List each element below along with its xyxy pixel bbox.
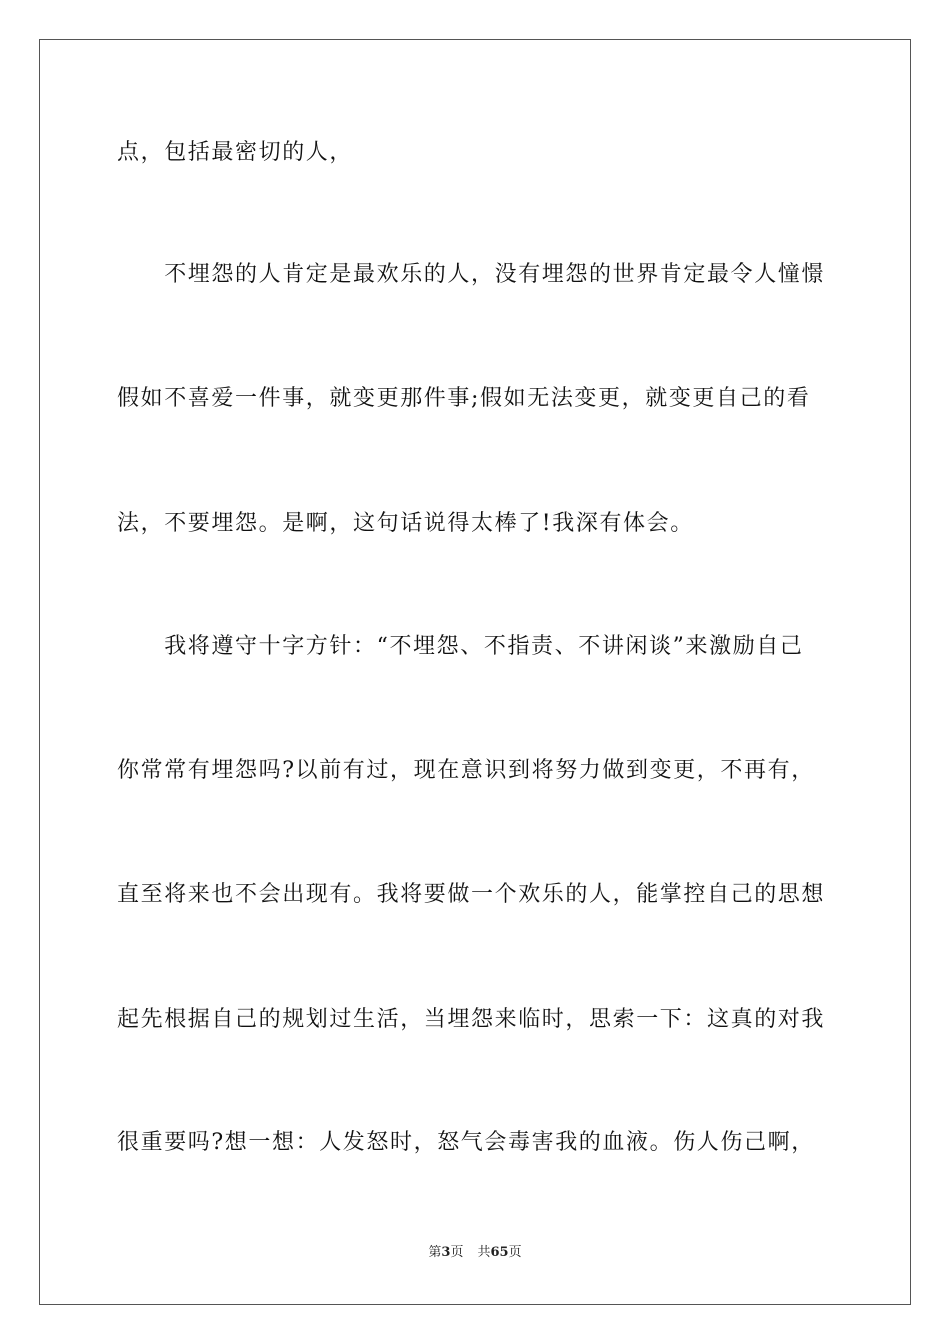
text-line-3: 假如不喜爱一件事，就变更那件事;假如无法变更，就变更自己的看	[117, 386, 811, 411]
page-prefix: 第	[428, 1245, 442, 1260]
page-border	[39, 39, 911, 1305]
text-line-7: 直至将来也不会出现有。我将要做一个欢乐的人，能掌控自己的思想	[117, 882, 826, 907]
text-line-4: 法，不要埋怨。是啊，这句话说得太棒了!我深有体会。	[117, 511, 694, 536]
text-line-9: 很重要吗?想一想：人发怒时，怒气会毒害我的血液。伤人伤己啊，	[117, 1130, 815, 1155]
total-pages: 65	[490, 1245, 509, 1260]
text-line-8: 起先根据自己的规划过生活，当埋怨来临时，思索一下：这真的对我	[117, 1007, 826, 1032]
total-suffix: 页	[508, 1245, 522, 1260]
page-suffix: 页	[450, 1245, 464, 1260]
page-number: 3	[441, 1245, 451, 1260]
text-line-6: 你常常有埋怨吗?以前有过，现在意识到将努力做到变更，不再有，	[117, 758, 815, 783]
total-prefix: 共	[477, 1245, 491, 1260]
text-line-2: 不埋怨的人肯定是最欢乐的人，没有埋怨的世界肯定最令人憧憬	[117, 262, 826, 287]
page-footer	[0, 1244, 950, 1262]
text-line-5: 我将遵守十字方针：“不埋怨、不指责、不讲闲谈”来激励自己	[117, 634, 804, 659]
text-line-1: 点，包括最密切的人，	[117, 140, 354, 165]
